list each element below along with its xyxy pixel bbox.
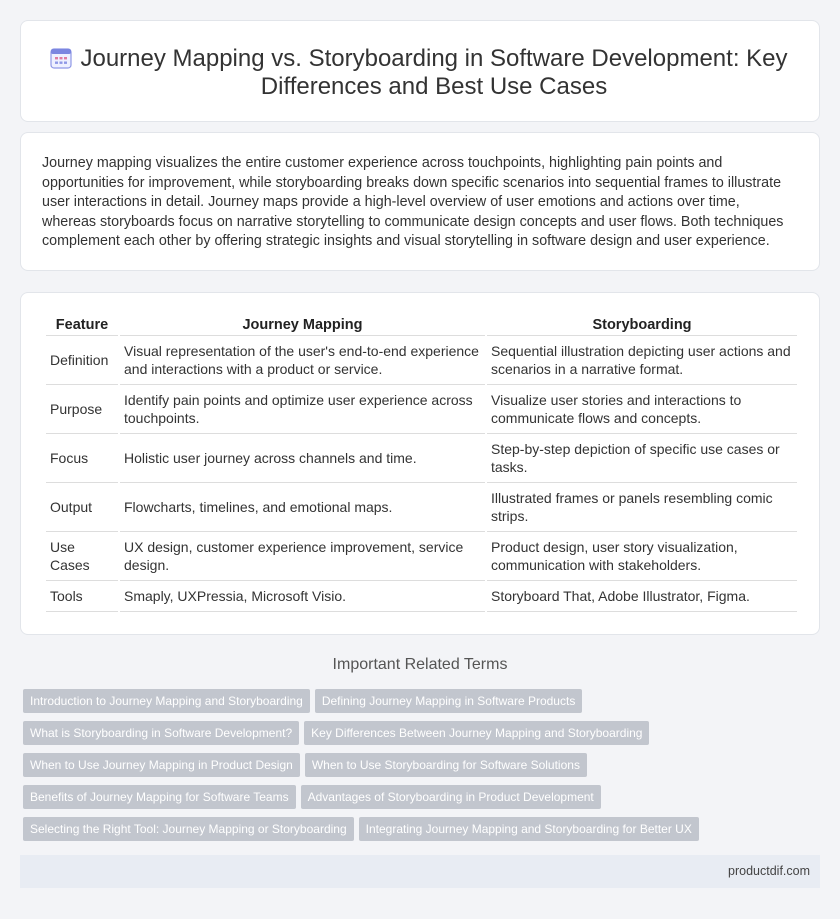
related-term-link[interactable]: Introduction to Journey Mapping and Storyboarding — [23, 689, 310, 713]
header-card — [20, 20, 820, 122]
storyboarding-cell: Illustrated frames or panels resembling comic strips. — [487, 483, 797, 532]
related-term-link[interactable]: Defining Journey Mapping in Software Products — [315, 689, 582, 713]
footer-bar — [20, 855, 820, 888]
comparison-table — [44, 314, 799, 612]
column-header-journey-mapping: Journey Mapping — [120, 314, 485, 336]
related-terms-list — [23, 689, 813, 849]
journey-mapping-cell: Identify pain points and optimize user experience across touchpoints. — [120, 385, 485, 434]
feature-cell: Definition — [46, 336, 118, 385]
related-term-link[interactable]: Advantages of Storyboarding in Product Development — [301, 785, 601, 809]
feature-cell: Tools — [46, 581, 118, 612]
related-term-link[interactable]: Selecting the Right Tool: Journey Mapping or Storyboarding — [23, 817, 354, 841]
journey-mapping-cell: Holistic user journey across channels and time. — [120, 434, 485, 483]
storyboarding-cell: Visualize user stories and interactions to communicate flows and concepts. — [487, 385, 797, 434]
column-header-storyboarding: Storyboarding — [487, 314, 797, 336]
journey-mapping-cell: Flowcharts, timelines, and emotional maps. — [120, 483, 485, 532]
related-terms-heading: Important Related Terms — [332, 656, 508, 673]
storyboarding-cell: Product design, user story visualization, communication with stakeholders. — [487, 532, 797, 581]
feature-cell: Focus — [46, 434, 118, 483]
comparison-card — [20, 292, 820, 635]
journey-mapping-cell: UX design, customer experience improvement, service design. — [120, 532, 485, 581]
table-row — [46, 483, 797, 532]
intro-card — [20, 132, 820, 271]
table-row — [46, 434, 797, 483]
related-term-link[interactable]: Integrating Journey Mapping and Storyboarding for Better UX — [359, 817, 699, 841]
feature-cell: Output — [46, 483, 118, 532]
storyboarding-cell: Step-by-step depiction of specific use cases or tasks. — [487, 434, 797, 483]
table-row — [46, 581, 797, 612]
footer-site-name: productdif.com — [728, 864, 810, 878]
table-row — [46, 532, 797, 581]
related-term-link[interactable]: When to Use Storyboarding for Software Solutions — [305, 753, 587, 777]
journey-mapping-cell: Smaply, UXPressia, Microsoft Visio. — [120, 581, 485, 612]
related-term-link[interactable]: When to Use Journey Mapping in Product Design — [23, 753, 300, 777]
related-term-link[interactable]: Key Differences Between Journey Mapping and Storyboarding — [304, 721, 649, 745]
storyboarding-cell: Sequential illustration depicting user actions and scenarios in a narrative format. — [487, 336, 797, 385]
column-header-feature: Feature — [46, 314, 118, 336]
related-term-link[interactable]: What is Storyboarding in Software Development? — [23, 721, 299, 745]
feature-cell: Purpose — [46, 385, 118, 434]
table-row — [46, 336, 797, 385]
feature-cell: Use Cases — [46, 532, 118, 581]
table-row — [46, 385, 797, 434]
related-term-link[interactable]: Benefits of Journey Mapping for Software Teams — [23, 785, 296, 809]
page-title: Journey Mapping vs. Storyboarding in Software Development: Key Differences and Best Use Cases — [80, 45, 788, 100]
journey-mapping-cell: Visual representation of the user's end-to-end experience and interactions with a product or service. — [120, 336, 485, 385]
intro-paragraph: Journey mapping visualizes the entire customer experience across touchpoints, highlighting pain points and opportunities for improvement, while storyboarding breaks down specific scenarios into sequential frames to illustrate user interactions in detail. Journey maps provide a high-level overview of user emotions and actions over time, whereas storyboards focus on narrative storytelling to communicate design concepts and user flows. Both techniques complement each other by offering strategic insights and visual storytelling in software design and user experience. — [42, 155, 784, 250]
table-header-row — [46, 314, 797, 336]
storyboarding-cell: Storyboard That, Adobe Illustrator, Figma. — [487, 581, 797, 612]
